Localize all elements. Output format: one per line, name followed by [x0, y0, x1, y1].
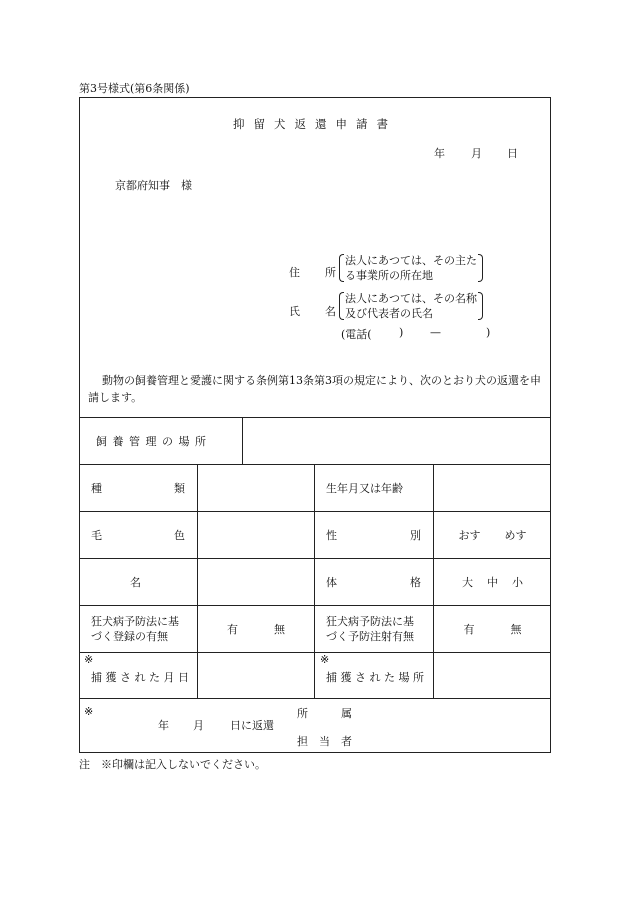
- official-use-mark: ※: [84, 705, 94, 718]
- keeping-place-label: 飼 養 管 理 の 場 所: [96, 434, 207, 448]
- label-line: 狂犬病予防法に基: [326, 614, 414, 628]
- title-char: 申: [335, 117, 356, 131]
- capture-place-label: 捕 獲 さ れ た 場 所: [326, 671, 424, 684]
- dog-name-field[interactable]: [198, 558, 314, 605]
- label-line: 狂犬病予防法に基: [91, 614, 179, 628]
- phone-suffix: ): [486, 326, 491, 339]
- option-yes[interactable]: 有: [463, 622, 475, 636]
- capture-date-field[interactable]: [198, 652, 314, 698]
- body-size-label: [314, 558, 433, 605]
- dog-details-table: [79, 417, 551, 753]
- date-month: 月: [471, 147, 482, 160]
- label-line-wrapper: [326, 614, 414, 644]
- phone-prefix: (電話(: [341, 328, 372, 341]
- coat-color-field[interactable]: [198, 511, 314, 558]
- name-note: [339, 291, 483, 321]
- phone-line: [341, 326, 372, 342]
- label-char: 種: [91, 481, 102, 495]
- application-header-section: [80, 98, 550, 418]
- title-char: 留: [253, 117, 274, 131]
- rabies-registration-label: [79, 605, 197, 652]
- date-day: 日: [507, 147, 518, 160]
- title-char: 還: [315, 117, 336, 131]
- official-use-mark: ※: [84, 653, 94, 666]
- rabies-injection-options: [434, 605, 551, 652]
- option-no[interactable]: 無: [274, 622, 285, 636]
- body-size-small[interactable]: 小: [512, 575, 523, 589]
- return-month: 月: [193, 719, 204, 732]
- return-year: 年: [158, 719, 169, 732]
- date-year: 年: [434, 147, 445, 160]
- address-note-line: 法人にあつては、その主た: [345, 254, 477, 267]
- keeping-place-field[interactable]: [243, 417, 551, 464]
- return-day: 日に返還: [230, 719, 274, 732]
- address-note: [339, 253, 483, 283]
- birth-or-age-label: 生年月又は年齢: [326, 481, 403, 495]
- application-statement: 動物の飼養管理と愛護に関する条例第13条第3項の規定により、次のとおり犬の返還を申請します。: [88, 374, 541, 404]
- sex-option-female[interactable]: めす: [504, 528, 527, 542]
- label-char: 性: [326, 528, 337, 542]
- kind-label: [79, 464, 197, 511]
- addressee: 京都府知事 様: [115, 179, 192, 192]
- address-label-2: 所: [325, 266, 336, 279]
- capture-date-label: 捕 獲 さ れ た 月 日: [91, 671, 189, 684]
- title-char: 返: [294, 117, 315, 131]
- footnote: 注 ※印欄は記入しないでください。: [79, 758, 266, 771]
- official-use-mark: ※: [320, 653, 330, 666]
- option-yes[interactable]: 有: [227, 622, 238, 636]
- name-note-line: 法人にあつては、その名称: [345, 292, 477, 305]
- sex-options: [434, 511, 551, 558]
- dog-name-label: 名: [130, 575, 141, 589]
- label-char: 別: [410, 528, 421, 542]
- row-divider: [79, 698, 551, 699]
- rabies-injection-label: [314, 605, 433, 652]
- sex-label: [314, 511, 433, 558]
- affiliation-char: 所: [297, 707, 308, 720]
- body-size-medium[interactable]: 中: [487, 575, 498, 589]
- label-char: 色: [174, 528, 185, 542]
- birth-or-age-field[interactable]: [434, 464, 551, 511]
- title-char: 犬: [274, 117, 295, 131]
- capture-place-field[interactable]: [434, 652, 551, 698]
- label-char: 類: [174, 481, 185, 495]
- affiliation-char: 属: [341, 707, 352, 720]
- label-char: 格: [410, 575, 421, 589]
- name-label-2: 名: [325, 305, 336, 318]
- name-label-1: 氏: [289, 305, 300, 318]
- label-char: 体: [326, 575, 337, 589]
- address-note-line: る事業所の所在地: [345, 269, 433, 282]
- body-size-options: [434, 558, 551, 605]
- person-in-charge-char: 者: [341, 735, 352, 748]
- title-char: 請: [356, 117, 377, 131]
- title-char: 書: [376, 117, 397, 131]
- coat-color-label: [79, 511, 197, 558]
- phone-dash: —: [430, 326, 441, 339]
- name-note-line: 及び代表者の氏名: [345, 307, 433, 320]
- option-no[interactable]: 無: [510, 622, 522, 636]
- phone-area-close: ): [399, 326, 404, 339]
- form-number-label: 第3号様式(第6条関係): [79, 82, 190, 95]
- label-line-wrapper: [91, 614, 179, 644]
- rabies-registration-options: [198, 605, 314, 652]
- label-line: づく登録の有無: [91, 629, 168, 643]
- sex-option-male[interactable]: おす: [458, 528, 481, 542]
- title-char: 抑: [233, 117, 254, 131]
- address-label-1: 住: [289, 266, 300, 279]
- label-line: づく予防注射有無: [326, 629, 414, 643]
- form-title: [80, 116, 550, 132]
- person-in-charge-char: 担: [297, 735, 308, 748]
- person-in-charge-char: 当: [319, 735, 330, 748]
- body-size-large[interactable]: 大: [462, 575, 473, 589]
- label-char: 毛: [91, 528, 102, 542]
- kind-field[interactable]: [198, 464, 314, 511]
